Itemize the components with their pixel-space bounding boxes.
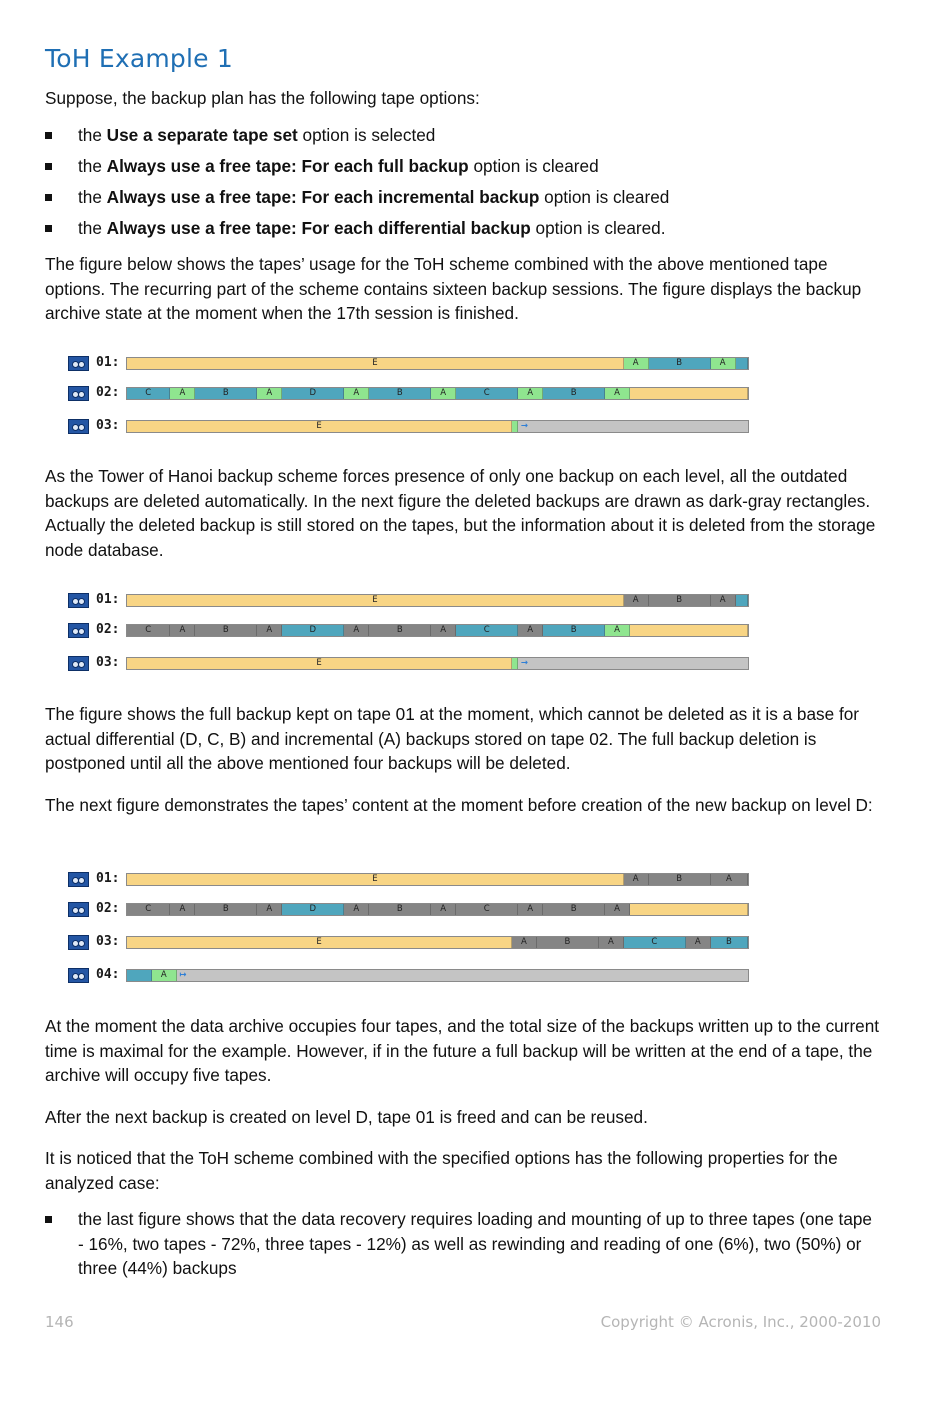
backup-segment-inc: A <box>624 358 649 369</box>
backup-segment-inc: A <box>518 388 543 399</box>
bullet-square-icon <box>45 132 52 139</box>
backup-segment-del: A <box>518 904 543 915</box>
paragraph-next-figure: The next figure demonstrates the tapes’ content at the moment before creation of the new backup on level D: <box>45 795 873 815</box>
backup-segment-inc: A <box>344 388 369 399</box>
backup-segment-del: B <box>649 595 711 606</box>
tape-bar <box>126 873 749 886</box>
section-heading: ToH Example 1 <box>45 44 233 73</box>
backup-segment-full <box>630 388 748 399</box>
backup-segment-diff: B <box>543 388 605 399</box>
backup-segment-del: B <box>537 937 599 948</box>
backup-segment-diff: D <box>282 625 344 636</box>
backup-segment-del: A <box>624 595 649 606</box>
backup-segment-diff: B <box>195 388 257 399</box>
tape-label: 02: <box>96 901 120 916</box>
backup-segment-del: A <box>711 874 748 885</box>
backup-segment-diff: B <box>711 937 748 948</box>
property-bullet-1: the last figure shows that the data recovery requires loading and mounting of up to three tapes (one tape - 16%, two tapes - 72%, three tapes - 12%) as well as rewinding and reading of one (6%), two (50%) or three (44%) backups <box>45 1207 875 1281</box>
backup-segment-diff <box>736 595 748 606</box>
intro-paragraph: Suppose, the backup plan has the following tape options: <box>45 88 480 108</box>
tape-row <box>68 656 758 672</box>
backup-segment-full: E <box>127 595 624 606</box>
tape-bar <box>126 420 749 433</box>
tape-row <box>68 386 758 402</box>
tape-cartridge-icon <box>68 968 89 983</box>
option-bullet-1: the Use a separate tape set option is selected <box>45 123 875 148</box>
option-bullet-3: the Always use a free tape: For each incremental backup option is cleared <box>45 185 875 210</box>
tape-usage-figure-3 <box>68 872 758 987</box>
backup-segment-diff: C <box>127 388 170 399</box>
backup-segment-inc: A <box>605 625 630 636</box>
backup-segment-full: E <box>127 658 512 669</box>
backup-segment-del: B <box>195 904 257 915</box>
backup-segment-del: A <box>518 625 543 636</box>
backup-segment-arrow: ↦ <box>179 970 187 980</box>
backup-segment-free <box>531 658 748 669</box>
tape-row <box>68 902 758 918</box>
tape-cartridge-icon <box>68 935 89 950</box>
option-bullet-2: the Always use a free tape: For each full backup option is cleared <box>45 154 875 179</box>
tape-label: 01: <box>96 871 120 886</box>
paragraph-properties: It is noticed that the ToH scheme combined with the specified options has the following properties for the analyzed case: <box>45 1148 838 1193</box>
backup-segment-del: A <box>605 904 630 915</box>
tape-row <box>68 968 758 984</box>
backup-segment-free <box>189 970 748 981</box>
tape-label: 01: <box>96 592 120 607</box>
backup-segment-del: B <box>369 625 431 636</box>
backup-segment-del: A <box>257 904 282 915</box>
backup-segment-inc: A <box>170 388 195 399</box>
tape-cartridge-icon <box>68 356 89 371</box>
backup-segment-diff: C <box>456 625 518 636</box>
backup-segment-del: A <box>257 625 282 636</box>
backup-segment-del: B <box>543 904 605 915</box>
backup-segment-arrow: → <box>520 658 528 668</box>
backup-segment-diff: B <box>369 388 431 399</box>
backup-segment-free <box>531 421 748 432</box>
page-number: 146 <box>45 1313 74 1331</box>
tape-row <box>68 872 758 888</box>
backup-segment-del: C <box>127 625 170 636</box>
tape-bar <box>126 624 749 637</box>
backup-segment-del: A <box>599 937 624 948</box>
backup-segment-full: E <box>127 874 624 885</box>
bullet-square-icon <box>45 194 52 201</box>
backup-segment-del: A <box>170 904 195 915</box>
paragraph-deleted-backups: As the Tower of Hanoi backup scheme forces presence of only one backup on each level, all the outdated backups are deleted automatically. In the next figure the deleted backups are drawn as dark-gray rectangles. Actually the deleted backup is still stored on the tapes, but the information about it is deleted from the storage node database. <box>45 466 876 561</box>
tape-bar <box>126 657 749 670</box>
tape-bar <box>126 387 749 400</box>
tape-bar <box>126 594 749 607</box>
backup-segment-diff: B <box>649 358 711 369</box>
backup-segment-inc: A <box>605 388 630 399</box>
tape-label: 01: <box>96 355 120 370</box>
tape-cartridge-icon <box>68 419 89 434</box>
backup-segment-del: A <box>624 874 649 885</box>
paragraph-four-tapes: At the moment the data archive occupies four tapes, and the total size of the backups written up to the current time is maximal for the example. However, if in the future a full backup will be written at the end of a tape, the archive will occupy five tapes. <box>45 1016 880 1086</box>
backup-segment-del: B <box>195 625 257 636</box>
tape-bar <box>126 936 749 949</box>
tape-bar <box>126 969 749 982</box>
backup-segment-diff: D <box>282 904 344 915</box>
tape-bar <box>126 903 749 916</box>
tape-cartridge-icon <box>68 872 89 887</box>
tape-label: 04: <box>96 967 120 982</box>
backup-segment-diff: B <box>543 625 605 636</box>
paragraph-full-backup-kept: The figure shows the full backup kept on tape 01 at the moment, which cannot be deleted as it is a base for actual differential (D, C, B) and incremental (A) backups stored on tape 02. The full backup deletion is postponed until all the above mentioned four backups will be deleted. <box>45 704 860 774</box>
backup-segment-inc: A <box>431 388 456 399</box>
backup-segment-full: E <box>127 937 512 948</box>
tape-row <box>68 419 758 435</box>
backup-segment-full: E <box>127 421 512 432</box>
tape-row <box>68 593 758 609</box>
bullet-square-icon <box>45 225 52 232</box>
tape-cartridge-icon <box>68 656 89 671</box>
backup-segment-full <box>630 625 748 636</box>
tape-cartridge-icon <box>68 623 89 638</box>
backup-segment-del: A <box>431 904 456 915</box>
backup-segment-arrow: → <box>520 421 528 431</box>
backup-segment-del: A <box>170 625 195 636</box>
backup-segment-diff: D <box>282 388 344 399</box>
tape-row <box>68 935 758 951</box>
tape-usage-figure-2 <box>68 593 758 673</box>
tape-label: 03: <box>96 655 120 670</box>
tape-label: 03: <box>96 418 120 433</box>
backup-segment-full <box>630 904 748 915</box>
backup-segment-diff: C <box>456 388 518 399</box>
backup-segment-del: A <box>711 595 736 606</box>
backup-segment-diff: C <box>624 937 686 948</box>
backup-segment-del: A <box>344 625 369 636</box>
tape-cartridge-icon <box>68 386 89 401</box>
tape-cartridge-icon <box>68 902 89 917</box>
backup-segment-del: B <box>649 874 711 885</box>
paragraph-figure-intro: The figure below shows the tapes’ usage for the ToH scheme combined with the above mentioned tape options. The recurring part of the scheme contains sixteen backup sessions. The figure displays the backup archive state at the moment when the 17th session is finished. <box>45 254 862 324</box>
backup-segment-inc: A <box>711 358 736 369</box>
tape-label: 03: <box>96 934 120 949</box>
backup-segment-del: A <box>344 904 369 915</box>
tape-usage-figure-1 <box>68 356 758 436</box>
backup-segment-del: C <box>127 904 170 915</box>
tape-bar <box>126 357 749 370</box>
backup-segment-del: A <box>512 937 537 948</box>
backup-segment-del: A <box>431 625 456 636</box>
backup-segment-full: E <box>127 358 624 369</box>
backup-segment-inc: A <box>152 970 177 981</box>
option-bullet-4: the Always use a free tape: For each differential backup option is cleared. <box>45 216 875 241</box>
backup-segment-del: B <box>369 904 431 915</box>
bullet-square-icon <box>45 1216 52 1223</box>
copyright-notice: Copyright © Acronis, Inc., 2000-2010 <box>600 1313 881 1331</box>
tape-label: 02: <box>96 622 120 637</box>
backup-segment-del: A <box>686 937 711 948</box>
tape-row <box>68 356 758 372</box>
backup-segment-diff <box>127 970 152 981</box>
backup-segment-diff <box>736 358 748 369</box>
paragraph-tape-freed: After the next backup is created on level D, tape 01 is freed and can be reused. <box>45 1107 648 1127</box>
tape-label: 02: <box>96 385 120 400</box>
backup-segment-del: C <box>456 904 518 915</box>
tape-row <box>68 623 758 639</box>
backup-segment-inc: A <box>257 388 282 399</box>
bullet-square-icon <box>45 163 52 170</box>
tape-cartridge-icon <box>68 593 89 608</box>
